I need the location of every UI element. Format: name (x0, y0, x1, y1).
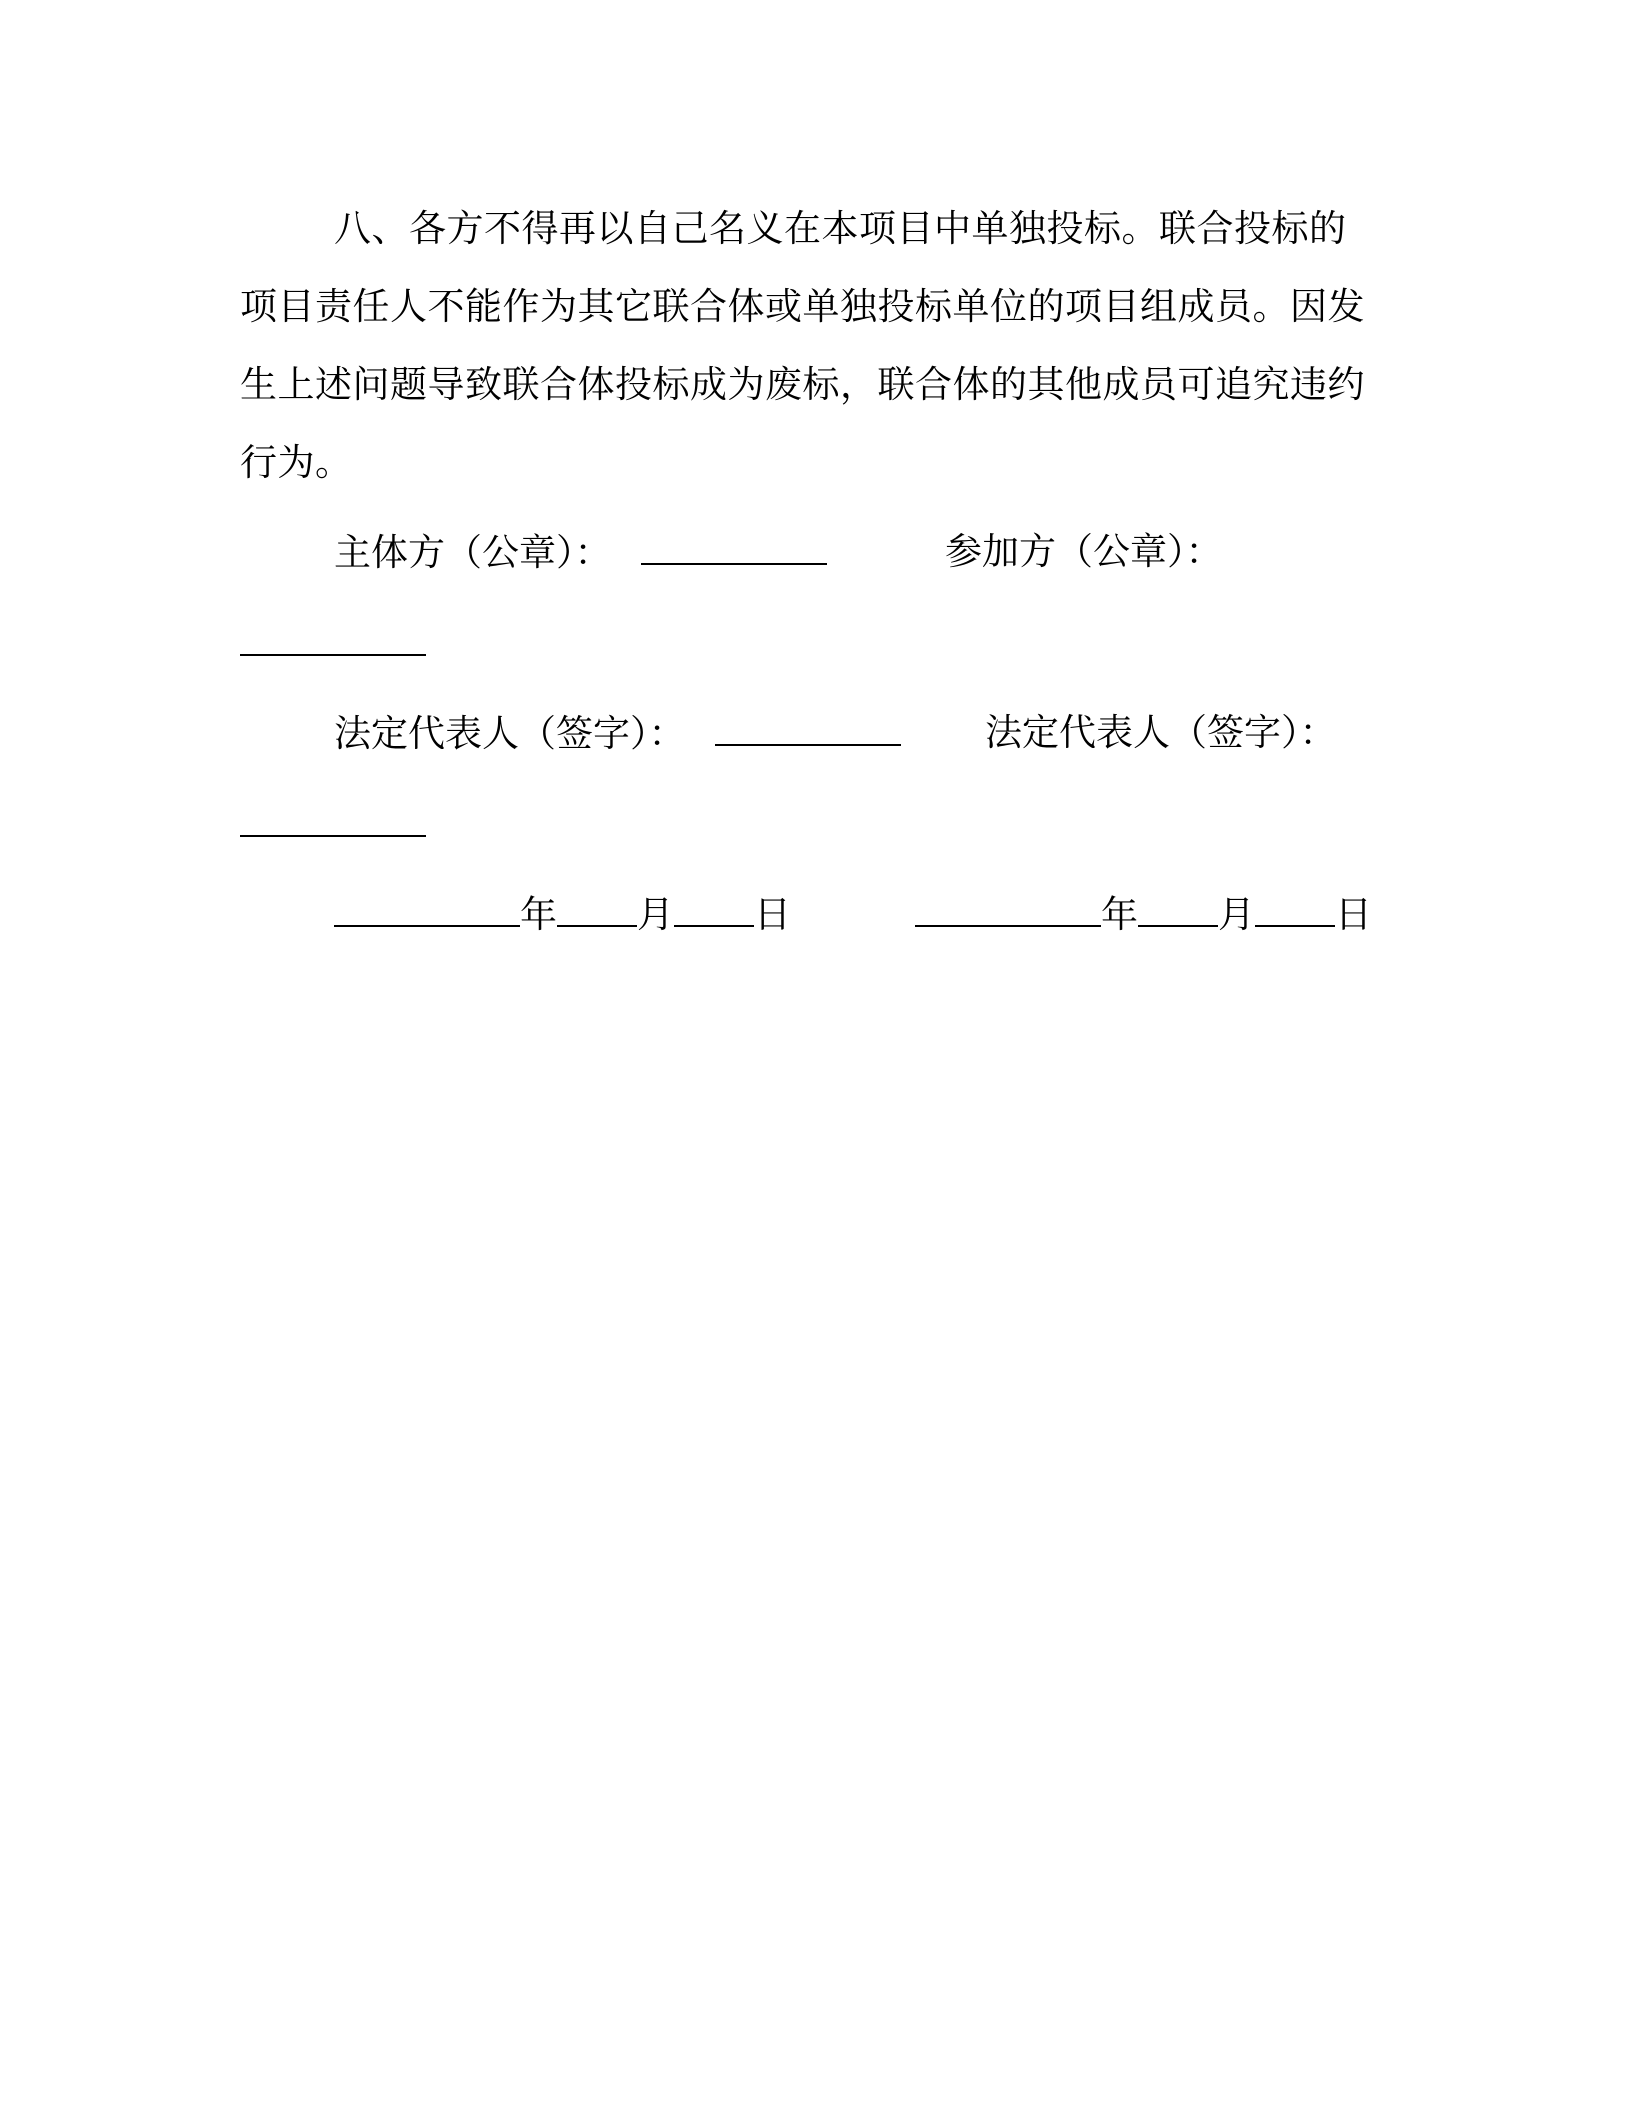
party-a-day-blank[interactable] (674, 889, 754, 927)
party-b-seal-line (945, 527, 1223, 577)
party-b-seal-blank-line (240, 618, 426, 669)
party-b-rep-line (985, 708, 1337, 758)
party-b-year-blank[interactable] (915, 889, 1101, 927)
party-b-year-label: 年 (1101, 893, 1138, 936)
party-a-month-blank[interactable] (557, 889, 637, 927)
party-a-seal-blank[interactable] (641, 527, 827, 565)
party-a-seal-label: 主体方（公章）： (334, 531, 612, 574)
party-a-rep-blank[interactable] (715, 708, 901, 746)
party-b-day-label: 日 (1335, 893, 1372, 936)
clause-paragraph: 八、各方不得再以自己名义在本项目中单独投标。联合投标的项目责任人不能作为其它联合体或单独投标单位的项目组成员。因发生上述问题导致联合体投标成为废标，联合体的其他成员可追究违约行为。 (240, 207, 1365, 484)
party-a-year-blank[interactable] (334, 889, 520, 927)
party-b-rep-blank-line (240, 799, 426, 850)
party-b-month-label: 月 (1218, 893, 1255, 936)
party-a-rep-label: 法定代表人（签字）： (334, 712, 686, 755)
party-b-rep-blank[interactable] (240, 799, 426, 837)
party-b-date-line (915, 889, 1372, 940)
party-b-day-blank[interactable] (1255, 889, 1335, 927)
party-b-month-blank[interactable] (1138, 889, 1218, 927)
party-a-year-label: 年 (520, 893, 557, 936)
party-b-seal-label: 参加方（公章）： (945, 530, 1223, 573)
party-b-rep-label: 法定代表人（签字）： (985, 711, 1337, 754)
party-b-seal-blank[interactable] (240, 618, 426, 656)
party-a-day-label: 日 (754, 893, 791, 936)
party-a-month-label: 月 (637, 893, 674, 936)
party-a-rep-line (334, 708, 901, 759)
party-a-date-line (334, 889, 791, 940)
party-a-seal-line (334, 527, 827, 578)
